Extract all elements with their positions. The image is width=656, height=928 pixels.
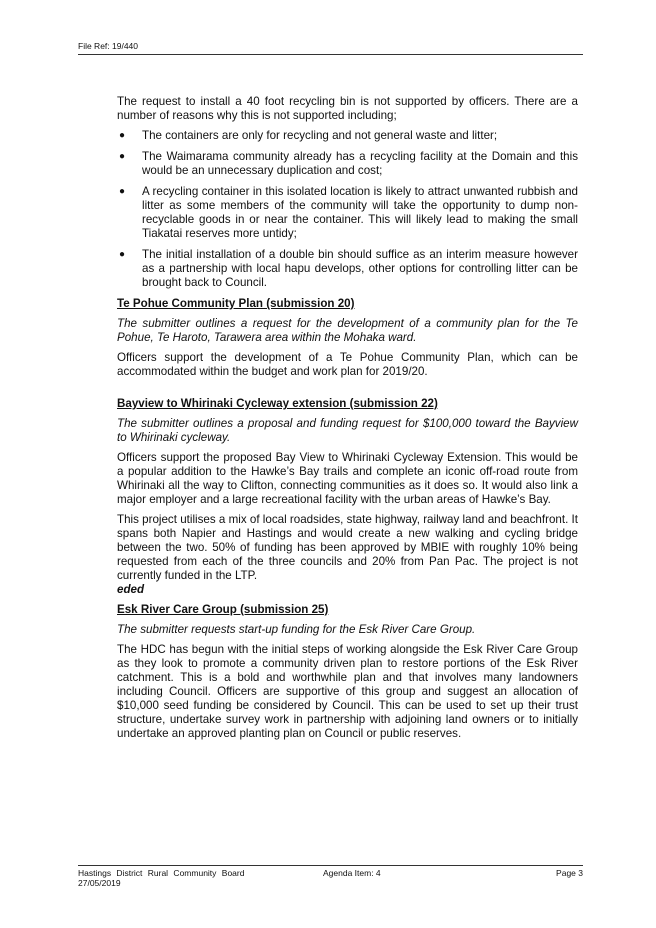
reasons-list	[117, 129, 578, 290]
section-bayview-cycleway	[117, 397, 578, 597]
section-heading: Te Pohue Community Plan (submission 20)	[117, 297, 355, 310]
list-item: ● A recycling container in this isolated location is likely to attract unwanted rubbish and litter as some members of the community will take the opportunity to dump non-recyclable goods in or near the container. This will likely lead to making the small Tiakatai reserves more untidy;	[119, 185, 578, 240]
page-header	[78, 41, 583, 55]
section-heading: Bayview to Whirinaki Cycleway extension (submission 22)	[117, 397, 438, 410]
file-reference: File Ref: 19/440	[78, 41, 139, 51]
section-summary: The submitter outlines a proposal and funding request for $100,000 toward the Bayview to Whirinaki cycleway.	[117, 417, 578, 444]
footer-page-number: Page 3	[556, 868, 583, 878]
bullet-icon: ●	[119, 249, 126, 260]
footer-date: 27/05/2019	[78, 878, 121, 888]
intro-paragraph: The request to install a 40 foot recycling bin is not supported by officers. There are a number of reasons why this is not supported including;	[117, 95, 578, 122]
section-summary: The submitter outlines a request for the development of a community plan for the Te Pohue, Te Haroto, Tarawera area within the Mohaka ward.	[117, 317, 578, 344]
stray-text: eded	[117, 583, 145, 596]
bullet-icon: ●	[119, 186, 126, 197]
list-item: ● The initial installation of a double bin should suffice as an interim measure however as a partnership with local hapu develops, other options for controlling litter can be brought back to Council.	[119, 248, 578, 289]
section-paragraph: Officers support the proposed Bay View to Whirinaki Cycleway Extension. This would be a popular addition to the Hawke’s Bay trails and complete an iconic off-road route from Whirinaki all the way to Clifton, connecting communities as it does so. It would also link a major employer and a large recreational facility with the urban areas of Hawke’s Bay.	[117, 451, 578, 506]
section-esk-river	[117, 603, 578, 741]
section-paragraph: Officers support the development of a Te Pohue Community Plan, which can be accommodated within the budget and work plan for 2019/20.	[117, 351, 578, 378]
page-footer	[78, 865, 583, 888]
section-summary: The submitter requests start-up funding for the Esk River Care Group.	[117, 623, 476, 636]
section-paragraph: The HDC has begun with the initial steps of working alongside the Esk River Care Group as they look to promote a community driven plan to restore portions of the Esk River catchment. This is a bold and worthwhile plan and that involves many landowners including Council. Officers are supportive of this group and suggest an allocation of $10,000 seed funding be considered by Council. This can be used to set up their trust structure, undertake survey work in partnership with adjoining land owners or to initially undertake an approved planting plan on Council or public reserves.	[117, 643, 578, 740]
footer-agenda-item: Agenda Item: 4	[323, 868, 381, 878]
list-item: ● The Waimarama community already has a recycling facility at the Domain and this would be an unnecessary duplication and cost;	[119, 150, 578, 177]
bullet-icon: ●	[119, 130, 126, 141]
document-body	[117, 95, 578, 747]
footer-board: Hastings District Rural Community Board	[78, 868, 245, 878]
section-te-pohue	[117, 297, 578, 379]
section-heading: Esk River Care Group (submission 25)	[117, 603, 329, 616]
list-item: ● The containers are only for recycling and not general waste and litter;	[119, 129, 498, 142]
section-paragraph: This project utilises a mix of local roadsides, state highway, railway land and beachfront. It spans both Napier and Hastings and would create a new walking and cycling bridge between the two. 50% of funding has been approved by MBIE with roughly 10% being requested from each of the three councils and 20% from Pan Pac. The project is not currently funded in the LTP.	[117, 513, 578, 582]
bullet-icon: ●	[119, 151, 126, 162]
